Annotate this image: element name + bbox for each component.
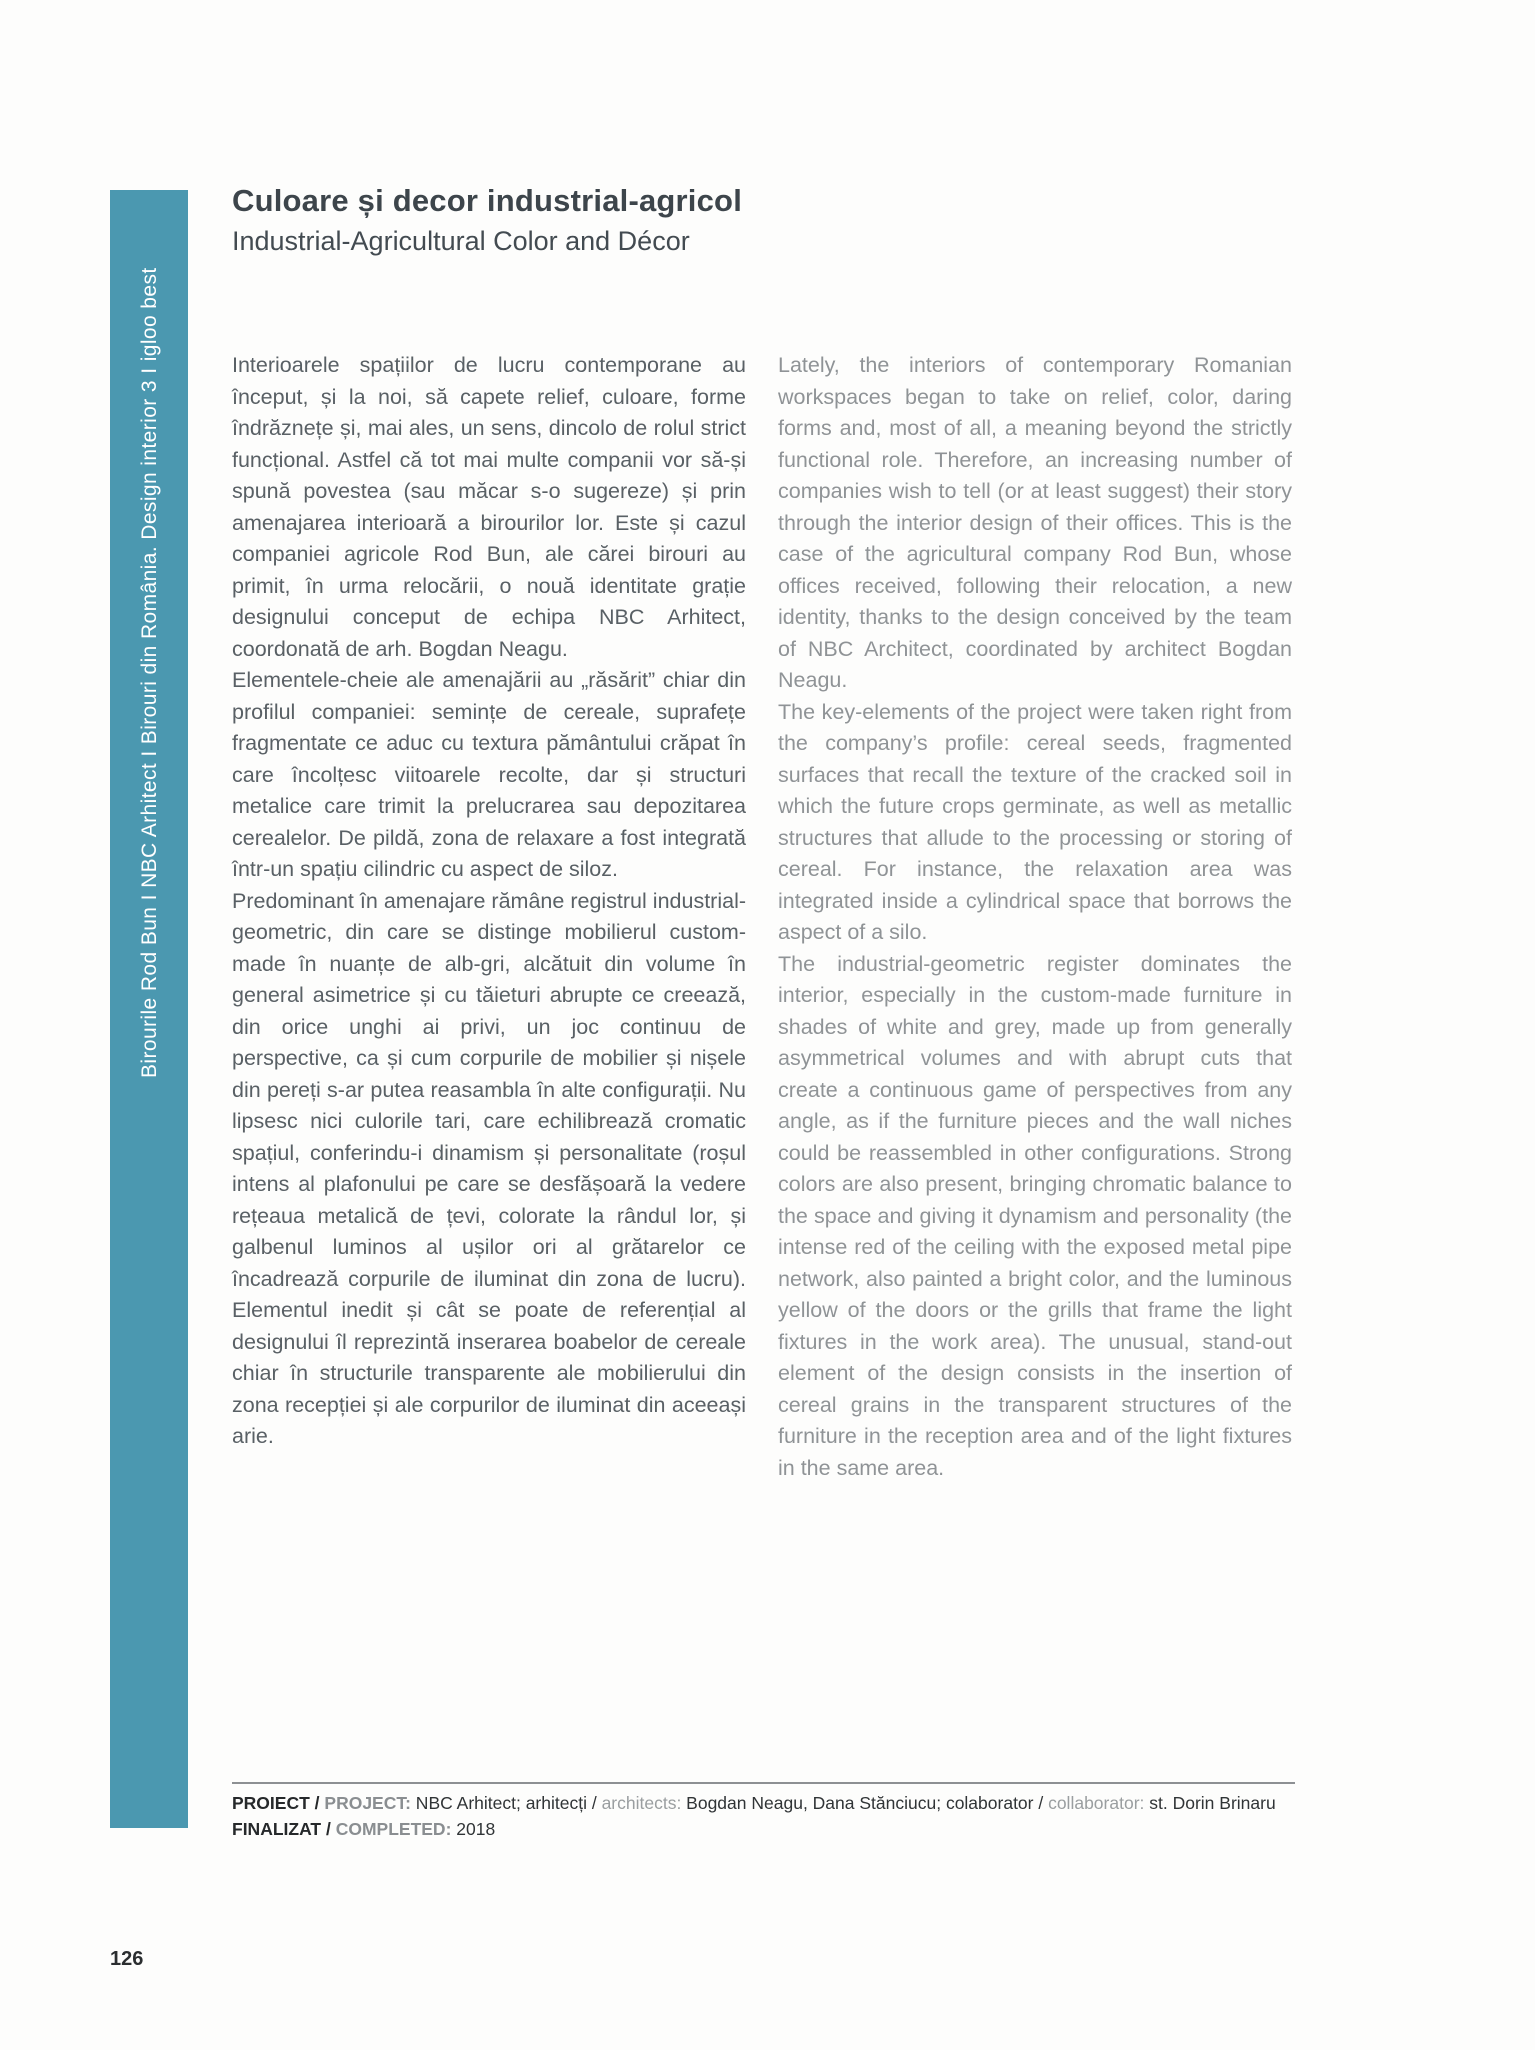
paragraph-romanian: Interioarele spațiilor de lucru contemporane au început, și la noi, să capete relief, culoare, forme îndrăznețe și, mai ales, un sens, dincolo de rolul strict funcțional. Astfel că tot mai multe companii vor să-și spună povestea (sau măcar s-o sugereze) și prin amenajarea interioară a birourilor lor. Este și cazul companiei agricole Rod Bun, ale cărei birouri au primit, în urma relocării, o nouă identitate grație designului conceput de echipa NBC Arhitect, coordonată de arh. Bogdan Neagu. [232, 353, 746, 661]
article-title-english: Industrial-Agricultural Color and Décor [232, 226, 690, 256]
credits-line-project [232, 1790, 1295, 1816]
label-completed: COMPLETED: [335, 1819, 452, 1839]
label-separator: / [321, 1819, 336, 1839]
footer-divider [232, 1782, 1295, 1784]
credits-line-completed [232, 1816, 1295, 1842]
article-body [232, 350, 1292, 1484]
article-title-romanian: Culoare și decor industrial-agricol [232, 183, 743, 218]
credits-architect-names: Bogdan Neagu, Dana Stănciucu; colaborator / [681, 1793, 1049, 1813]
label-finalizat: FINALIZAT [232, 1819, 322, 1839]
label-collaborator: collaborator: [1048, 1793, 1145, 1813]
credits-architect-firm: NBC Arhitect; arhitecți / [410, 1793, 602, 1813]
project-credits [232, 1790, 1295, 1842]
completed-year: 2018 [451, 1819, 496, 1839]
label-proiect: PROIECT [232, 1793, 310, 1813]
column-english [778, 350, 1292, 1484]
page-number: 126 [110, 1948, 144, 1970]
article-header [232, 183, 1292, 257]
paragraph-romanian: Elementele-cheie ale amenajării au „răsărit” chiar din profilul companiei: semințe de cereale, suprafețe fragmentate ce aduc cu textura pământului crăpat în care încolțesc viitoarele recolte, dar și structuri metalice care trimit la prelucrarea sau depozitarea cerealelor. De pildă, zona de relaxare a fost integrată într-un spațiu cilindric cu aspect de siloz. [232, 668, 746, 881]
credits-collaborator-name: st. Dorin Brinaru [1144, 1793, 1276, 1813]
paragraph-english: The key-elements of the project were taken right from the company’s profile: cereal seeds, fragmented surfaces that recall the texture of the cracked soil in which the future crops germinate, as well as metallic structures that allude to the processing or storing of cereal. For instance, the relaxation area was integrated inside a cylindrical space that borrows the aspect of a silo. [778, 699, 1292, 944]
column-romanian [232, 350, 746, 1484]
label-architects: architects: [601, 1793, 682, 1813]
label-project: PROJECT: [324, 1793, 411, 1813]
paragraph-english: The industrial-geometric register dominates the interior, especially in the custom-made furniture in shades of white and grey, made up from generally asymmetrical volumes and with abrupt cuts that create a continuous game of perspectives from any angle, as if the furniture pieces and the wall niches could be reassembled in other configurations. Strong colors are also present, bringing chromatic balance to the space and giving it dynamism and personality (the intense red of the ceiling with the exposed metal pipe network, also painted a bright color, and the luminous yellow of the doors or the grills that frame the light fixtures in the work area). The unusual, stand-out element of the design consists in the insertion of cereal grains in the transparent structures of the furniture in the reception area and of the light fixtures in the same area. [778, 951, 1292, 1480]
paragraph-english: Lately, the interiors of contemporary Romanian workspaces began to take on relief, color, daring forms and, most of all, a meaning beyond the strictly functional role. Therefore, an increasing number of companies wish to tell (or at least suggest) their story through the interior design of their offices. This is the case of the agricultural company Rod Bun, whose offices received, following their relocation, a new identity, thanks to the design conceived by the team of NBC Architect, coordinated by architect Bogdan Neagu. [778, 353, 1292, 692]
label-separator: / [309, 1793, 325, 1813]
paragraph-romanian: Predominant în amenajare rămâne registrul industrial-geometric, din care se distinge mobilierul custom-made în nuanțe de alb-gri, alcătuit din volume în general asimetrice și cu tăieturi abrupte ce creează, din orice unghi ai privi, un joc continuu de perspective, ca și cum corpurile de mobilier și nișele din pereți s-ar putea reasambla în alte configurații. Nu lipsesc nici culorile tari, care echilibrează cromatic spațiul, conferindu-i dinamism și personalitate (roșul intens al plafonului pe care se desfășoară la vedere rețeaua metalică de țevi, colorate la rândul lor, și galbenul luminos al ușilor ori al grătarelor ce încadrează corpurile de iluminat din zona de lucru). Elementul inedit și cât se poate de referențial al designului îl reprezintă inserarea boabelor de cereale chiar în structurile transparente ale mobilierului din zona recepției și ale corpurilor de iluminat din aceeași arie. [232, 888, 746, 1448]
spine-vertical-text: Birourile Rod Bun I NBC Arhitect I Birouri din România. Design interior 3 I igloo best [138, 267, 161, 1078]
